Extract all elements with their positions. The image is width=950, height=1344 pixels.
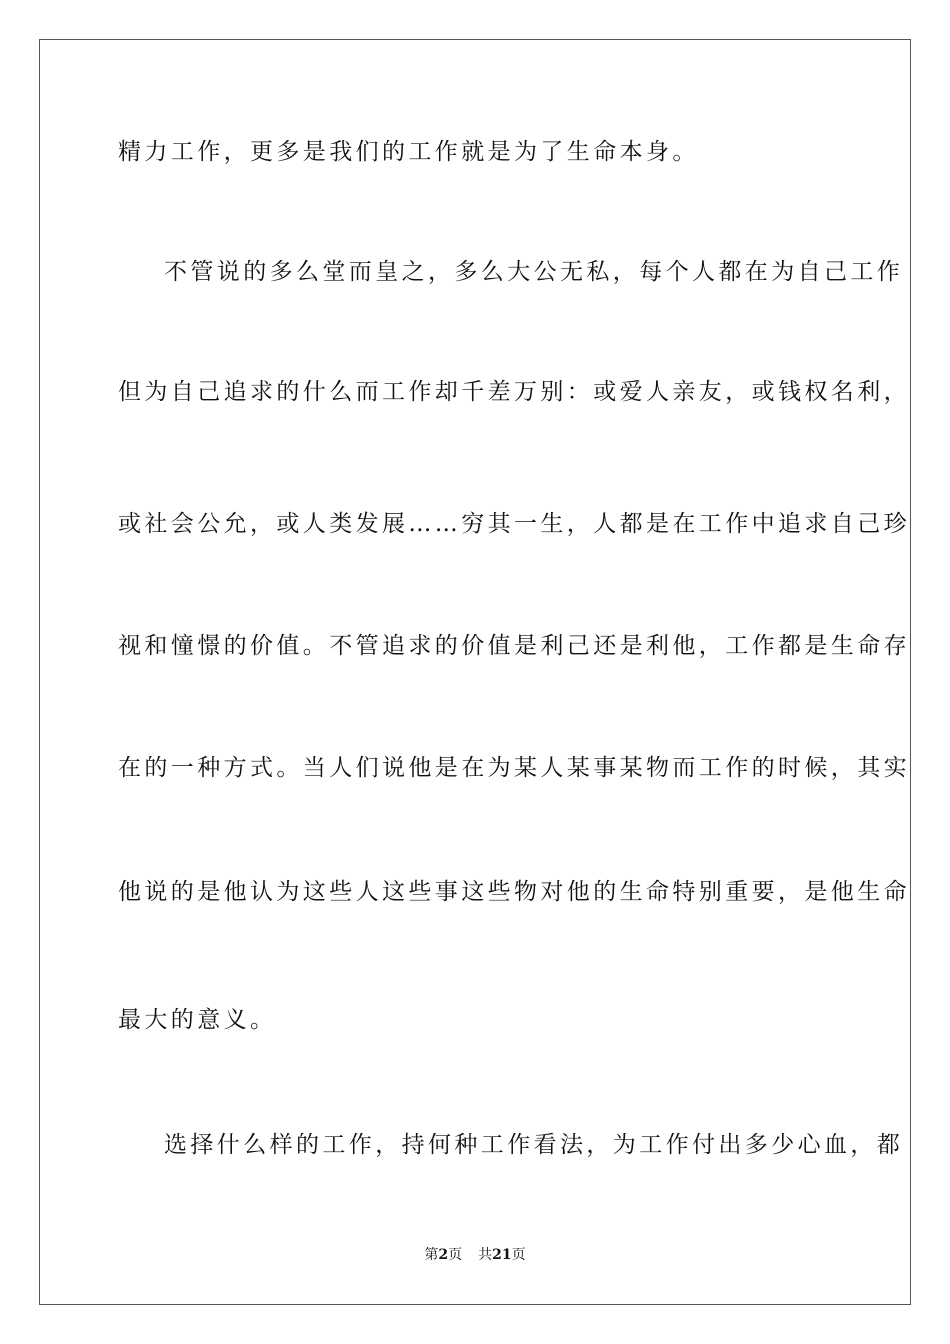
page-label-prefix: 第 <box>424 1247 439 1263</box>
text-line-3: 但为自己追求的什么而工作却千差万别：或爱人亲友，或钱权名利， <box>118 379 910 405</box>
text-line-9: 选择什么样的工作，持何种工作看法，为工作付出多少心血，都 <box>164 1132 904 1158</box>
text-line-8: 最大的意义。 <box>118 1007 277 1033</box>
total-pages: 21 <box>492 1247 512 1263</box>
total-label-suffix: 页 <box>511 1247 526 1263</box>
page-number: 2 <box>438 1247 449 1263</box>
page-footer <box>0 1246 950 1264</box>
total-label-prefix: 共 <box>478 1247 493 1263</box>
page-border <box>39 39 911 1305</box>
text-line-2: 不管说的多么堂而皇之，多么大公无私，每个人都在为自己工作 <box>164 259 904 285</box>
text-line-6: 在的一种方式。当人们说他是在为某人某事某物而工作的时候，其实 <box>118 755 910 781</box>
page-label-suffix: 页 <box>448 1247 463 1263</box>
text-line-1: 精力工作，更多是我们的工作就是为了生命本身。 <box>118 139 699 165</box>
text-line-4: 或社会公允，或人类发展……穷其一生，人都是在工作中追求自己珍 <box>118 511 910 537</box>
text-line-5: 视和憧憬的价值。不管追求的价值是利己还是利他，工作都是生命存 <box>118 633 910 659</box>
text-line-7: 他说的是他认为这些人这些事这些物对他的生命特别重要，是他生命 <box>118 879 910 905</box>
